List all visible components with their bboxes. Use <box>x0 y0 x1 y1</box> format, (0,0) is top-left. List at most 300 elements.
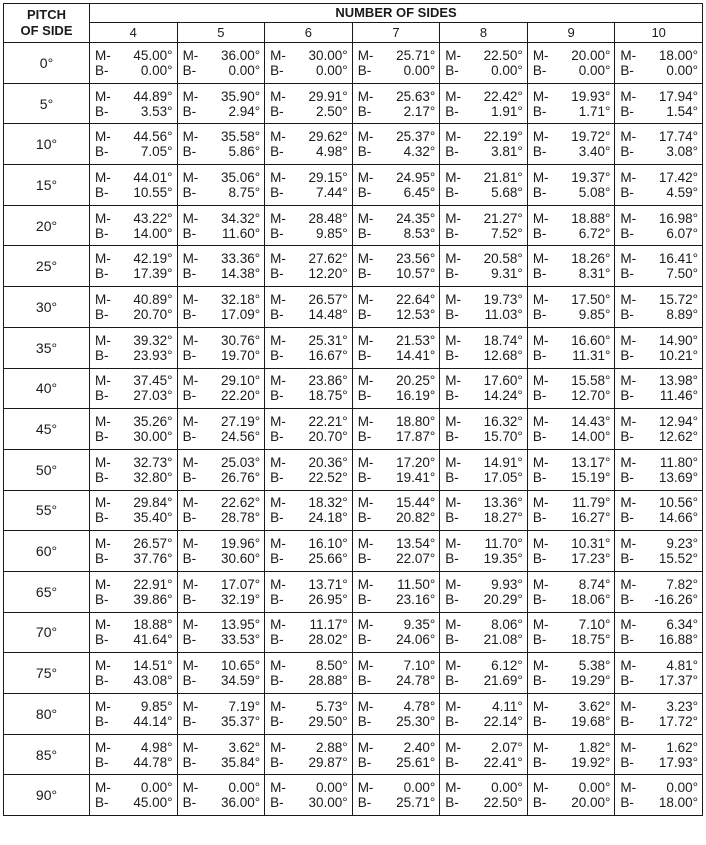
bevel-line <box>620 632 698 647</box>
bevel-prefix: B- <box>532 184 547 200</box>
miter-prefix: M- <box>95 454 111 470</box>
miter-angle: 13.95° <box>220 617 261 633</box>
miter-angle: 16.41° <box>658 251 698 267</box>
bevel-line <box>358 510 436 525</box>
angle-cell <box>352 43 440 84</box>
miter-prefix: M- <box>357 129 374 145</box>
miter-line <box>620 170 698 185</box>
miter-prefix: M- <box>357 780 374 796</box>
miter-line <box>358 577 436 592</box>
angle-cell <box>527 571 615 612</box>
bevel-line <box>620 266 698 281</box>
miter-prefix: M- <box>270 658 286 674</box>
miter-prefix: M- <box>532 576 549 592</box>
miter-prefix: M- <box>445 576 461 592</box>
miter-angle: 2.40° <box>403 739 436 755</box>
angle-cell <box>177 612 265 653</box>
miter-angle: 29.62° <box>308 129 348 145</box>
bevel-line <box>533 388 611 403</box>
angle-cell <box>527 734 615 775</box>
angle-cell <box>615 775 703 816</box>
miter-prefix: M- <box>532 495 549 511</box>
bevel-prefix: B- <box>620 144 634 160</box>
miter-angle: 13.54° <box>396 536 436 552</box>
bevel-prefix: B- <box>182 551 197 567</box>
bevel-line <box>183 104 261 119</box>
miter-angle: 23.56° <box>396 251 436 267</box>
angle-cell <box>177 368 265 409</box>
bevel-line <box>358 226 436 241</box>
bevel-line <box>445 63 523 78</box>
bevel-prefix: B- <box>620 754 634 770</box>
bevel-angle: 15.52° <box>658 551 698 567</box>
side-count-header: 7 <box>352 22 440 42</box>
bevel-line <box>95 429 173 444</box>
angle-cell <box>352 571 440 612</box>
bevel-prefix: B- <box>620 591 634 607</box>
angle-cell <box>615 490 703 531</box>
bevel-line <box>620 795 698 810</box>
miter-angle: 20.25° <box>396 373 436 389</box>
bevel-line <box>533 673 611 688</box>
bevel-prefix: B- <box>270 713 284 729</box>
bevel-prefix: B- <box>95 144 109 160</box>
angle-cell <box>265 165 353 206</box>
miter-line <box>270 617 348 632</box>
bevel-angle: 29.50° <box>308 713 348 729</box>
miter-line <box>533 48 611 63</box>
bevel-prefix: B- <box>182 469 197 485</box>
miter-line <box>95 251 173 266</box>
bevel-angle: 16.67° <box>308 347 348 363</box>
miter-prefix: M- <box>95 414 111 430</box>
miter-angle: 17.20° <box>396 454 436 470</box>
bevel-line <box>270 348 348 363</box>
miter-angle: 7.19° <box>228 698 261 714</box>
bevel-prefix: B- <box>357 184 372 200</box>
miter-prefix: M- <box>445 414 461 430</box>
bevel-angle: 12.53° <box>396 306 436 322</box>
miter-angle: 36.00° <box>220 47 261 63</box>
miter-angle: 10.31° <box>571 536 611 552</box>
bevel-prefix: B- <box>445 673 459 689</box>
miter-angle: 7.10° <box>403 658 436 674</box>
bevel-line <box>620 144 698 159</box>
miter-angle: 1.62° <box>666 739 698 755</box>
miter-angle: 22.50° <box>483 47 523 63</box>
miter-line <box>533 495 611 510</box>
angle-cell <box>352 531 440 572</box>
bevel-angle: 19.92° <box>571 754 611 770</box>
angle-cell <box>352 287 440 328</box>
miter-prefix: M- <box>620 88 637 104</box>
pitch-value: 10° <box>4 124 90 165</box>
miter-angle: 13.98° <box>658 373 698 389</box>
miter-line <box>183 211 261 226</box>
miter-line <box>620 211 698 226</box>
miter-line <box>358 251 436 266</box>
miter-line <box>183 251 261 266</box>
miter-angle: 10.56° <box>658 495 698 511</box>
bevel-prefix: B- <box>270 144 284 160</box>
miter-prefix: M- <box>95 698 111 714</box>
bevel-angle: 11.46° <box>659 388 698 404</box>
bevel-prefix: B- <box>95 266 109 282</box>
miter-line <box>183 292 261 307</box>
angle-cell <box>440 449 528 490</box>
miter-line <box>358 333 436 348</box>
miter-prefix: M- <box>95 576 111 592</box>
angle-cell <box>615 409 703 450</box>
miter-prefix: M- <box>445 47 461 63</box>
bevel-prefix: B- <box>357 551 372 567</box>
angle-cell <box>440 612 528 653</box>
bevel-line <box>445 510 523 525</box>
angle-cell <box>527 124 615 165</box>
angle-cell <box>527 449 615 490</box>
angle-cell <box>265 43 353 84</box>
angle-cell <box>440 531 528 572</box>
bevel-line <box>270 510 348 525</box>
bevel-prefix: B- <box>270 591 284 607</box>
bevel-prefix: B- <box>532 144 547 160</box>
bevel-prefix: B- <box>270 225 284 241</box>
angle-cell <box>90 571 178 612</box>
bevel-angle: 18.75° <box>571 632 611 648</box>
miter-angle: 18.80° <box>396 414 436 430</box>
miter-line <box>95 495 173 510</box>
miter-angle: 16.10° <box>308 536 348 552</box>
angle-cell <box>90 246 178 287</box>
miter-prefix: M- <box>357 698 374 714</box>
angle-cell <box>90 409 178 450</box>
miter-line <box>620 740 698 755</box>
table-row <box>4 490 703 531</box>
bevel-prefix: B- <box>357 469 372 485</box>
miter-prefix: M- <box>357 576 374 592</box>
miter-line <box>533 699 611 714</box>
miter-line <box>533 414 611 429</box>
miter-line <box>533 89 611 104</box>
bevel-line <box>533 755 611 770</box>
angle-cell <box>265 124 353 165</box>
angle-cell <box>265 449 353 490</box>
miter-prefix: M- <box>95 780 111 796</box>
bevel-angle: 30.00° <box>133 429 173 445</box>
miter-angle: 30.00° <box>308 47 348 63</box>
angle-cell <box>527 205 615 246</box>
bevel-angle: 37.76° <box>133 551 173 567</box>
bevel-angle: 9.31° <box>491 266 523 282</box>
miter-angle: 9.85° <box>140 698 173 714</box>
bevel-angle: 17.05° <box>483 469 523 485</box>
bevel-angle: 8.89° <box>666 306 698 322</box>
angle-cell <box>352 490 440 531</box>
miter-line <box>358 211 436 226</box>
bevel-line <box>533 795 611 810</box>
angle-cell <box>177 205 265 246</box>
miter-line <box>270 780 348 795</box>
angle-cell <box>352 612 440 653</box>
angle-cell <box>265 287 353 328</box>
bevel-line <box>445 266 523 281</box>
angle-cell <box>527 83 615 124</box>
bevel-line <box>358 144 436 159</box>
bevel-prefix: B- <box>270 347 284 363</box>
miter-angle: 5.38° <box>578 658 611 674</box>
pitch-header-line1: PITCH <box>27 7 66 22</box>
miter-line <box>270 414 348 429</box>
miter-line <box>445 333 523 348</box>
miter-line <box>95 333 173 348</box>
miter-angle: 14.43° <box>571 414 611 430</box>
miter-line <box>95 536 173 551</box>
bevel-prefix: B- <box>532 266 547 282</box>
angle-cell <box>177 287 265 328</box>
angle-cell <box>615 653 703 694</box>
angle-cell <box>352 409 440 450</box>
miter-angle: 25.63° <box>396 88 436 104</box>
miter-angle: 12.94° <box>658 414 698 430</box>
bevel-line <box>95 470 173 485</box>
bevel-angle: 28.78° <box>220 510 261 526</box>
miter-prefix: M- <box>620 454 637 470</box>
miter-angle: 42.19° <box>133 251 173 267</box>
bevel-angle: 1.71° <box>578 103 611 119</box>
miter-line <box>95 699 173 714</box>
miter-prefix: M- <box>620 129 637 145</box>
bevel-prefix: B- <box>95 62 109 78</box>
miter-angle: 23.86° <box>308 373 348 389</box>
miter-line <box>358 170 436 185</box>
angle-cell <box>615 83 703 124</box>
bevel-prefix: B- <box>620 469 634 485</box>
miter-prefix: M- <box>357 88 374 104</box>
pitch-value: 20° <box>4 205 90 246</box>
bevel-line <box>95 510 173 525</box>
angle-cell <box>177 124 265 165</box>
miter-prefix: M- <box>532 658 549 674</box>
bevel-angle: 22.14° <box>483 713 523 729</box>
side-count-header: 8 <box>440 22 528 42</box>
miter-prefix: M- <box>182 454 199 470</box>
miter-prefix: M- <box>270 373 286 389</box>
bevel-angle: 19.35° <box>483 551 523 567</box>
miter-line <box>533 170 611 185</box>
miter-angle: 24.95° <box>396 169 436 185</box>
miter-line <box>533 211 611 226</box>
miter-prefix: M- <box>620 291 637 307</box>
bevel-prefix: B- <box>182 62 197 78</box>
miter-line <box>270 495 348 510</box>
bevel-prefix: B- <box>620 184 634 200</box>
bevel-prefix: B- <box>532 103 547 119</box>
bevel-angle: 30.00° <box>308 795 348 811</box>
table-row <box>4 531 703 572</box>
bevel-prefix: B- <box>445 795 459 811</box>
bevel-angle: 0.00° <box>228 62 261 78</box>
bevel-line <box>270 63 348 78</box>
angle-cell <box>352 653 440 694</box>
bevel-prefix: B- <box>445 184 459 200</box>
table-row <box>4 694 703 735</box>
bevel-line <box>358 388 436 403</box>
bevel-line <box>445 307 523 322</box>
bevel-line <box>620 714 698 729</box>
miter-angle: 7.10° <box>578 617 611 633</box>
miter-angle: 19.96° <box>220 536 261 552</box>
table-row <box>4 165 703 206</box>
miter-line <box>95 292 173 307</box>
bevel-line <box>270 226 348 241</box>
miter-prefix: M- <box>620 495 637 511</box>
bevel-line <box>445 632 523 647</box>
bevel-prefix: B- <box>95 591 109 607</box>
table-row <box>4 571 703 612</box>
angle-cell <box>352 775 440 816</box>
bevel-prefix: B- <box>445 103 459 119</box>
miter-prefix: M- <box>95 495 111 511</box>
bevel-prefix: B- <box>182 795 197 811</box>
bevel-line <box>183 63 261 78</box>
bevel-prefix: B- <box>445 510 459 526</box>
miter-angle: 6.12° <box>491 658 523 674</box>
miter-angle: 17.50° <box>571 291 611 307</box>
miter-line <box>533 617 611 632</box>
bevel-line <box>95 144 173 159</box>
pitch-of-side-header <box>4 4 90 43</box>
miter-angle: 16.98° <box>658 210 698 226</box>
bevel-line <box>183 226 261 241</box>
bevel-prefix: B- <box>357 632 372 648</box>
miter-angle: 13.36° <box>483 495 523 511</box>
bevel-prefix: B- <box>532 673 547 689</box>
bevel-angle: 17.23° <box>571 551 611 567</box>
miter-line <box>620 577 698 592</box>
bevel-prefix: B- <box>445 469 459 485</box>
miter-prefix: M- <box>532 210 549 226</box>
angle-cell <box>440 694 528 735</box>
angle-cell <box>90 83 178 124</box>
angle-cell <box>352 246 440 287</box>
bevel-line <box>620 592 698 607</box>
pitch-value: 55° <box>4 490 90 531</box>
miter-angle: 19.73° <box>483 291 523 307</box>
angle-cell <box>615 165 703 206</box>
miter-line <box>533 455 611 470</box>
miter-bevel-table <box>3 3 703 816</box>
bevel-prefix: B- <box>182 184 197 200</box>
angle-cell <box>352 205 440 246</box>
miter-prefix: M- <box>270 414 286 430</box>
bevel-prefix: B- <box>270 62 284 78</box>
miter-angle: 8.06° <box>491 617 523 633</box>
miter-prefix: M- <box>95 129 111 145</box>
bevel-line <box>270 551 348 566</box>
miter-prefix: M- <box>620 536 637 552</box>
bevel-prefix: B- <box>357 388 372 404</box>
bevel-angle: 4.32° <box>403 144 436 160</box>
miter-angle: 22.62° <box>220 495 261 511</box>
miter-line <box>358 536 436 551</box>
angle-cell <box>90 327 178 368</box>
bevel-angle: 14.48° <box>308 306 348 322</box>
miter-prefix: M- <box>182 47 199 63</box>
bevel-prefix: B- <box>95 103 109 119</box>
bevel-angle: 10.21° <box>658 347 698 363</box>
miter-prefix: M- <box>270 780 286 796</box>
bevel-angle: 8.75° <box>228 184 261 200</box>
miter-line <box>445 170 523 185</box>
bevel-prefix: B- <box>95 347 109 363</box>
miter-prefix: M- <box>357 332 374 348</box>
angle-cell <box>265 694 353 735</box>
bevel-angle: 33.53° <box>220 632 261 648</box>
bevel-prefix: B- <box>445 591 459 607</box>
bevel-angle: 18.06° <box>571 591 611 607</box>
miter-angle: 9.35° <box>403 617 436 633</box>
miter-angle: 26.57° <box>133 536 173 552</box>
bevel-line <box>270 429 348 444</box>
bevel-angle: 19.29° <box>571 673 611 689</box>
bevel-angle: 27.03° <box>133 388 173 404</box>
angle-cell <box>265 571 353 612</box>
bevel-angle: 35.40° <box>133 510 173 526</box>
miter-line <box>533 780 611 795</box>
miter-prefix: M- <box>182 698 199 714</box>
bevel-angle: 0.00° <box>403 62 436 78</box>
angle-cell <box>352 734 440 775</box>
miter-angle: 29.91° <box>308 88 348 104</box>
miter-angle: 35.58° <box>220 129 261 145</box>
bevel-line <box>533 714 611 729</box>
angle-cell <box>615 734 703 775</box>
bevel-prefix: B- <box>270 795 284 811</box>
bevel-angle: 32.19° <box>220 591 261 607</box>
miter-prefix: M- <box>182 780 199 796</box>
bevel-angle: 24.06° <box>396 632 436 648</box>
miter-line <box>620 373 698 388</box>
angle-cell <box>177 571 265 612</box>
pitch-value: 60° <box>4 531 90 572</box>
bevel-angle: 16.19° <box>396 388 436 404</box>
bevel-angle: 23.16° <box>396 591 436 607</box>
miter-prefix: M- <box>445 291 461 307</box>
miter-prefix: M- <box>182 88 199 104</box>
bevel-prefix: B- <box>357 62 372 78</box>
bevel-line <box>533 63 611 78</box>
bevel-angle: 12.20° <box>308 266 348 282</box>
bevel-line <box>620 104 698 119</box>
bevel-line <box>95 348 173 363</box>
miter-prefix: M- <box>95 658 111 674</box>
angle-cell <box>440 287 528 328</box>
bevel-line <box>270 266 348 281</box>
bevel-line <box>183 470 261 485</box>
bevel-prefix: B- <box>182 632 197 648</box>
miter-line <box>183 414 261 429</box>
miter-prefix: M- <box>95 536 111 552</box>
angle-cell <box>90 734 178 775</box>
bevel-line <box>445 104 523 119</box>
angle-cell <box>177 43 265 84</box>
bevel-prefix: B- <box>532 713 547 729</box>
miter-angle: 18.00° <box>658 47 698 63</box>
angle-cell <box>615 571 703 612</box>
bevel-angle: 6.45° <box>403 184 436 200</box>
bevel-line <box>358 63 436 78</box>
bevel-line <box>533 510 611 525</box>
